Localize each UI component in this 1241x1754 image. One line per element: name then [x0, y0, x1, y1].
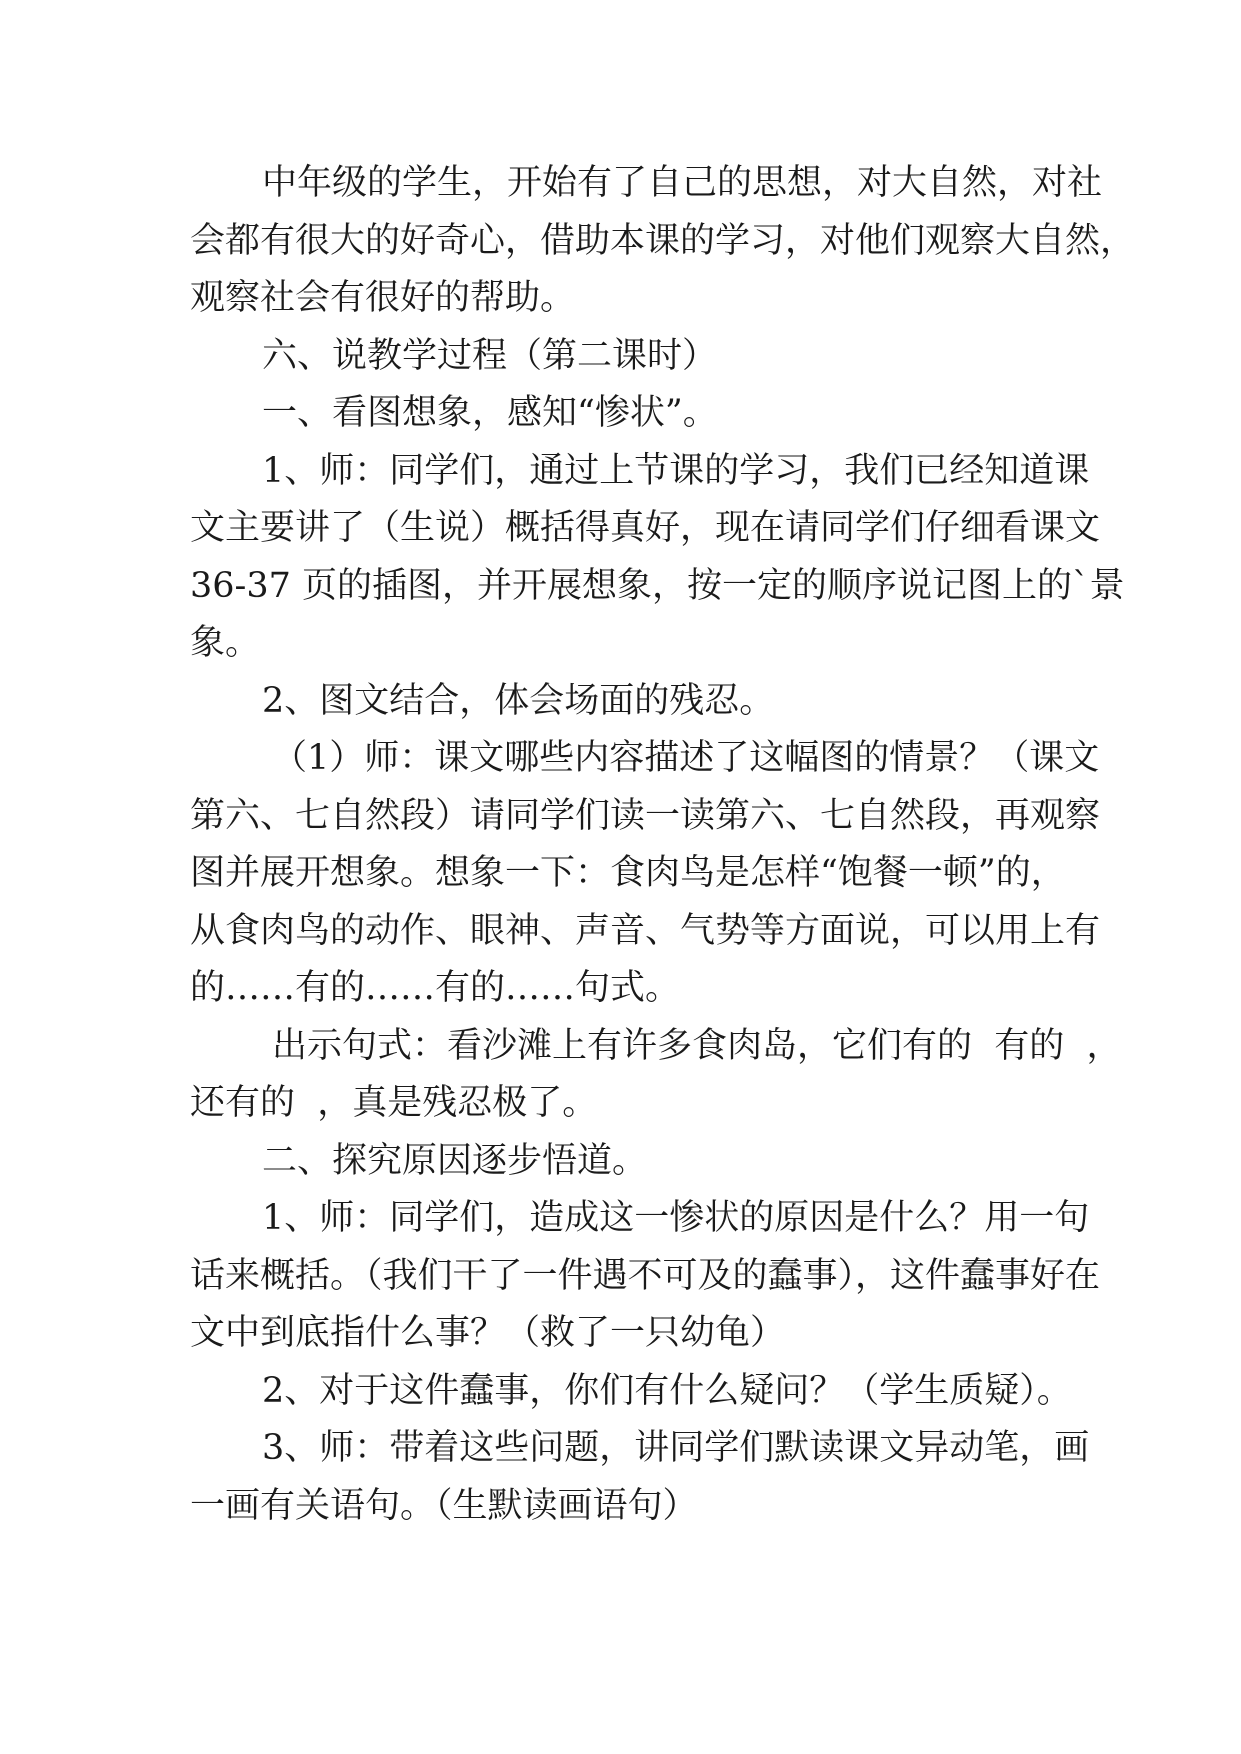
text-line: 六、说教学过程（第二课时） — [262, 335, 718, 376]
text-line: 文中到底指什么事？（救了一只幼龟） — [190, 1313, 786, 1353]
text-line: 从食肉鸟的动作、眼神、声音、气势等方面说，可以用上有 — [190, 910, 1101, 951]
paragraph-two-step-3 — [190, 1420, 1090, 1535]
paragraph-two-step-2 — [190, 1363, 1072, 1421]
paragraph-two-step-1 — [190, 1190, 1101, 1363]
text-line: 一、看图想象，感知“惨状”。 — [262, 393, 718, 433]
text-line: 中年级的学生，开始有了自己的思想，对大自然，对社 — [262, 163, 1103, 203]
section-heading-process — [190, 328, 1060, 386]
text-line: 还有的 ，真是残忍极了。 — [190, 1083, 598, 1123]
paragraph-substep-1 — [190, 730, 1101, 1018]
text-line: 会都有很大的好奇心，借助本课的学习，对他们观察大自然， — [190, 220, 1136, 261]
paragraph-step-2 — [190, 673, 1060, 731]
text-line: 3、师：带着这些问题，讲同学们默读课文异动笔，画 — [262, 1428, 1090, 1468]
text-line: 二、探究原因逐步悟道。 — [262, 1140, 648, 1181]
text-line: 36-37 页的插图，并开展想象，按一定的顺序说记图上的`景 — [190, 565, 1125, 606]
paragraph-step-1 — [190, 443, 1125, 673]
text-line: 1、师：同学们，通过上节课的学习，我们已经知道课 — [262, 450, 1090, 491]
text-line: 出示句式：看沙滩上有许多食肉岛，它们有的 有的 ， — [272, 1025, 1122, 1066]
paragraph-sentence-pattern — [190, 1018, 1122, 1133]
text-line: 观察社会有很好的帮助。 — [190, 278, 576, 318]
text-line: 第六、七自然段）请同学们读一读第六、七自然段，再观察 — [190, 795, 1101, 836]
document-page — [190, 155, 1136, 1535]
text-line: 的……有的……有的……句式。 — [190, 968, 681, 1008]
section-heading-one — [190, 385, 1060, 443]
text-line: 一画有关语句。（生默读画语句） — [190, 1485, 698, 1526]
paragraph-intro — [190, 155, 1136, 328]
text-line: 象。 — [190, 623, 261, 663]
text-line: 话来概括。（我们干了一件遇不可及的蠢事），这件蠢事好在 — [190, 1255, 1101, 1296]
text-line: 1、师：同学们，造成这一惨状的原因是什么？用一句 — [262, 1198, 1090, 1238]
text-line: 2、对于这件蠢事，你们有什么疑问？（学生质疑）。 — [262, 1370, 1072, 1411]
text-line: 2、图文结合，体会场面的残忍。 — [262, 680, 775, 721]
section-heading-two — [190, 1133, 1060, 1191]
text-line: 图并展开想象。想象一下：食肉鸟是怎样“饱餐一顿”的， — [190, 853, 1066, 893]
text-line: 文主要讲了（生说）概括得真好，现在请同学们仔细看课文 — [190, 508, 1101, 548]
text-line: （1）师：课文哪些内容描述了这幅图的情景？（课文 — [272, 738, 1100, 778]
